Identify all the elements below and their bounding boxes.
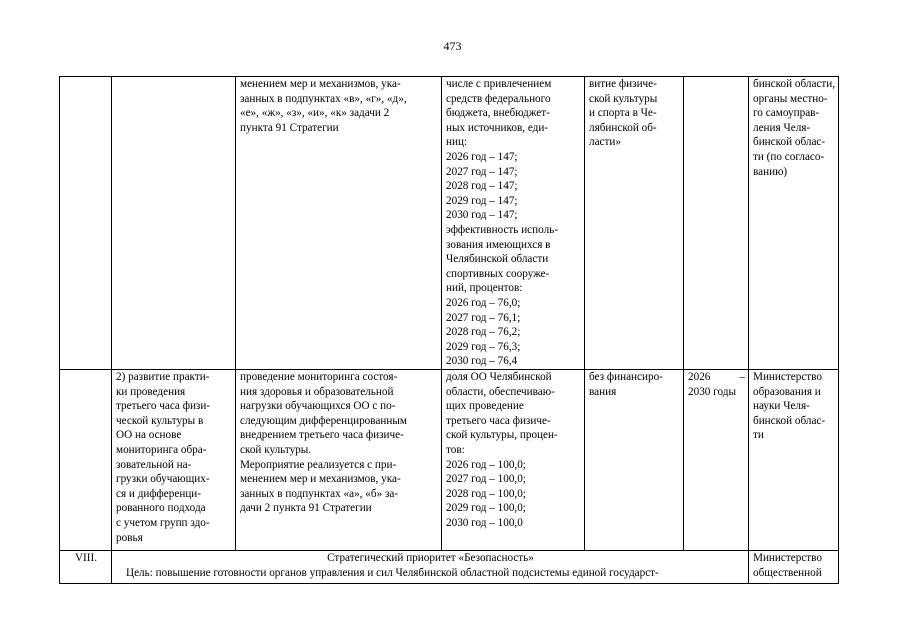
cell-text-line: третьего часа физи-: [116, 400, 211, 413]
section-number-cell: VIII.: [60, 551, 112, 584]
cell-text-line: ся и дифференци-: [116, 487, 202, 500]
cell-text-line: спортивных сооруже-: [446, 267, 550, 280]
row2-period-cell: [684, 370, 749, 551]
cell-text-line: менением мер и механизмов, ука-: [240, 473, 401, 486]
cell-text-line: нагрузки обучающихся ОО с по-: [240, 400, 396, 413]
cell-text-line: ных источников, еди-: [446, 121, 549, 134]
cell-text-line: 2030 год – 76,4: [446, 355, 518, 368]
cell-text-line: 2) развитие практи-: [116, 371, 210, 383]
cell-text-line: с учетом групп здо-: [116, 516, 210, 529]
cell-text-line: зовательной на-: [116, 458, 192, 471]
cell-text-line: лябинской об-: [589, 121, 657, 134]
cell-text-line: 2028 год – 100,0;: [446, 487, 526, 500]
cell-text-line: ской культуры: [589, 92, 658, 105]
cell-text-line: ниц:: [446, 136, 468, 149]
cell-text-line: занных в подпунктах «в», «г», «д»,: [240, 92, 407, 105]
cell-text-line: бинской облас-: [753, 136, 826, 149]
cell-text-line: занных в подпунктах «а», «б» за-: [240, 487, 399, 500]
cell-text-line: Министерство: [753, 552, 822, 564]
cell-text-line: Мероприятие реализуется с при-: [240, 458, 397, 471]
cell-text-line: Челябинской области: [446, 253, 549, 266]
row2-responsible-cell: [749, 370, 839, 551]
cell-text-line: ки проведения: [116, 385, 186, 398]
cell-text-line: бюджета, внебюджет-: [446, 107, 550, 120]
cell-text-line: ний, процентов:: [446, 282, 523, 295]
cell-text-line: вания: [589, 385, 617, 398]
cell-text-line: третьего часа физиче-: [446, 414, 551, 427]
cell-text-line: эффективность исполь-: [446, 223, 558, 236]
cell-text-line: витие физиче-: [589, 78, 657, 90]
cell-text-line: ти: [753, 429, 764, 442]
cell-text-line: ласти»: [589, 136, 621, 149]
row1-funding-cell: [585, 77, 684, 370]
cell-text-line: 2030 год – 100,0: [446, 516, 523, 529]
cell-text-line: рованного подхода: [116, 502, 206, 515]
priority-goal: Цель: повышение готовности органов управления и сил Челябинской областной подсистемы единой государст-: [126, 566, 659, 579]
cell-text-line: ОО на основе: [116, 429, 182, 442]
row1-task-cell: [112, 77, 236, 370]
cell-text-line: следующим дифференцированным: [240, 414, 407, 427]
cell-text-line: общественной: [753, 566, 822, 579]
cell-text-line: 2027 год – 76,1;: [446, 311, 521, 324]
row3-responsible-cell: [749, 551, 839, 584]
cell-text-line: грузки обучающих-: [116, 473, 210, 486]
row1-responsible-cell: [749, 77, 839, 370]
row2-measure-cell: [236, 370, 442, 551]
cell-text-line: ровья: [116, 531, 143, 544]
cell-text-line: мониторинга обра-: [116, 443, 207, 456]
cell-text-line: ния здоровья и образовательной: [240, 385, 394, 398]
cell-text-line: 2028 год – 76,2;: [446, 326, 521, 339]
cell-text-line: ческой культуры в: [116, 414, 204, 427]
cell-text-line: 2029 год – 147;: [446, 194, 518, 207]
cell-text-line: го самоуправ-: [753, 107, 820, 120]
cell-text-line: ти (по согласо-: [753, 150, 825, 163]
cell-text-line: 2030 год – 147;: [446, 209, 518, 222]
row2-task-cell: [112, 370, 236, 551]
table-row: [60, 551, 839, 584]
cell-text-line: 2029 год – 100,0;: [446, 502, 526, 515]
page-number: 473: [443, 39, 462, 53]
cell-text-line: проведение мониторинга состоя-: [240, 371, 398, 383]
priority-cell: [112, 551, 749, 584]
cell-text-line: ской культуры.: [240, 443, 312, 456]
cell-text-line: пункта 91 Стратегии: [240, 121, 339, 134]
period-start-year: 2026: [688, 371, 711, 383]
cell-text-line: области, обеспечиваю-: [446, 385, 555, 398]
cell-text-line: дачи 2 пункта 91 Стратегии: [240, 502, 372, 515]
cell-text-line: средств федерального: [446, 92, 551, 105]
cell-text-line: ления Челя-: [753, 121, 811, 134]
cell-text-line: «е», «ж», «з», «и», «к» задачи 2: [240, 107, 390, 120]
row1-indicator-cell: [442, 77, 585, 370]
cell-text-line: бинской облас-: [753, 414, 826, 427]
cell-text-line: Министерство: [753, 371, 822, 383]
row2-number-cell: [60, 370, 112, 551]
cell-text-line: без финансиро-: [589, 371, 663, 383]
cell-text-line: 2026 год – 147;: [446, 150, 518, 163]
cell-text-line: внедрением третьего часа физиче-: [240, 429, 404, 442]
cell-text-line: науки Челя-: [753, 400, 810, 413]
cell-text-line: ванию): [753, 165, 788, 178]
cell-text-line: образования и: [753, 385, 821, 398]
period-end-year: 2030 годы: [688, 385, 736, 398]
priority-title: Стратегический приоритет «Безопасность»: [327, 552, 534, 564]
row1-number-cell: [60, 77, 112, 370]
cell-text-line: зования имеющихся в: [446, 238, 551, 251]
table-row: [60, 77, 839, 370]
cell-text-line: 2026 год – 76,0;: [446, 296, 521, 309]
cell-text-line: и спорта в Че-: [589, 107, 657, 120]
cell-text-line: тов:: [446, 443, 465, 456]
cell-text-line: щих проведение: [446, 400, 524, 413]
row1-period-cell: [684, 77, 749, 370]
cell-text-line: органы местно-: [753, 92, 828, 105]
row2-indicator-cell: [442, 370, 585, 551]
cell-text-line: 2027 год – 147;: [446, 165, 518, 178]
cell-text-line: бинской области,: [753, 78, 836, 90]
cell-text-line: 2027 год – 100,0;: [446, 473, 526, 486]
cell-text-line: 2026 год – 100,0;: [446, 458, 526, 471]
table-row: [60, 370, 839, 551]
cell-text-line: 2028 год – 147;: [446, 180, 518, 193]
cell-text-line: доля ОО Челябинской: [446, 371, 552, 383]
strategy-table: [59, 76, 839, 584]
cell-text-line: ской культуры, процен-: [446, 429, 558, 442]
cell-text-line: 2029 год – 76,3;: [446, 340, 521, 353]
period-dash: –: [739, 371, 745, 383]
cell-text-line: числе с привлечением: [446, 78, 552, 90]
row1-measure-cell: [236, 77, 442, 370]
row2-funding-cell: [585, 370, 684, 551]
cell-text-line: менением мер и механизмов, ука-: [240, 78, 401, 90]
